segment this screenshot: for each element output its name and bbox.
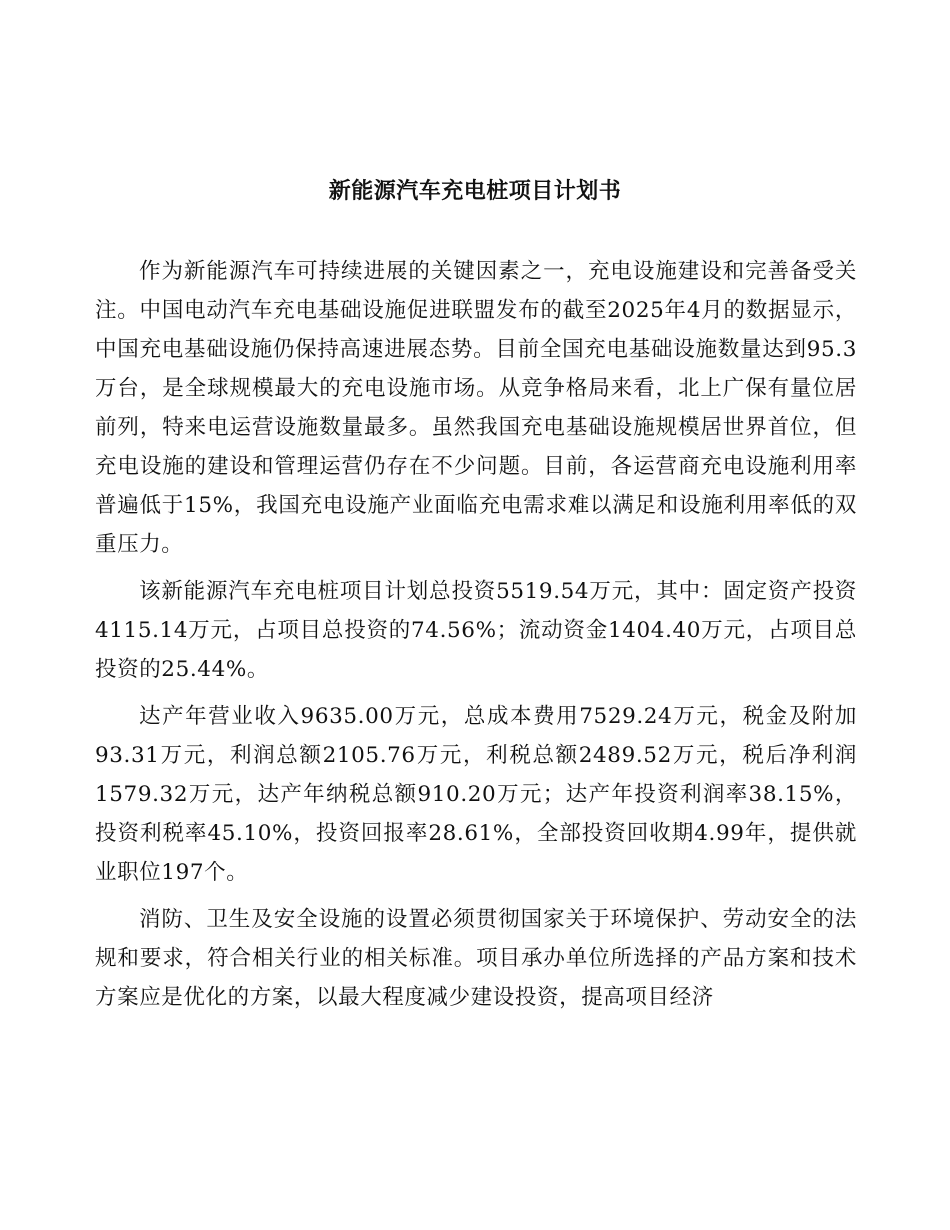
- paragraph-investment: 该新能源汽车充电桩项目计划总投资5519.54万元，其中：固定资产投资4115.14万元，占项目总投资的74.56%；流动资金1404.40万元，占项目总投资的25.44%。: [95, 579, 857, 682]
- paragraph-financials: 达产年营业收入9635.00万元，总成本费用7529.24万元，税金及附加93.31万元，利润总额2105.76万元，利税总额2489.52万元，税后净利润1579.32万元，达产年纳税总额910.20万元；达产年投资利润率38.15%，投资利税率45.10%，投资回报率28.61%，全部投资回收期4.99年，提供就业职位197个。: [95, 704, 857, 885]
- paragraph-safety: 消防、卫生及安全设施的设置必须贯彻国家关于环境保护、劳动安全的法规和要求，符合相关行业的相关标准。项目承办单位所选择的产品方案和技术方案应是优化的方案，以最大程度减少建设投资，提高项目经济: [95, 907, 857, 1010]
- document-body: [95, 252, 857, 1025]
- paragraph-intro: 作为新能源汽车可持续进展的关键因素之一，充电设施建设和完善备受关注。中国电动汽车充电基础设施促进联盟发布的截至2025年4月的数据显示，中国充电基础设施仍保持高速进展态势。目前全国充电基础设施数量达到95.3万台，是全球规模最大的充电设施市场。从竞争格局来看，北上广保有量位居前列，特来电运营设施数量最多。虽然我国充电基础设施规模居世界首位，但充电设施的建设和管理运营仍存在不少问题。目前，各运营商充电设施利用率普遍低于15%，我国充电设施产业面临充电需求难以满足和设施利用率低的双重压力。: [95, 259, 857, 557]
- document-title: 新能源汽车充电桩项目计划书: [328, 179, 622, 204]
